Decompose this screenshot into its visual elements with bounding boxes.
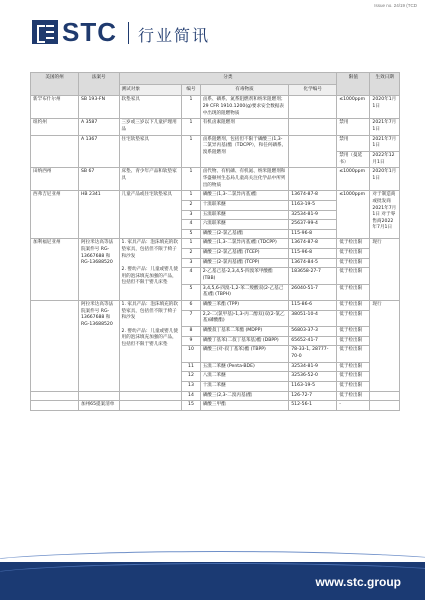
regulation-table (30, 72, 400, 411)
substance-cell: 磷酸三(2-氯丙基)酯 (TCPP) (200, 258, 289, 268)
number-cell: 5 (182, 284, 200, 300)
number-cell: 7 (182, 310, 200, 326)
number-cell: 14 (182, 391, 200, 401)
cas-cell: 13674-87-8 (289, 191, 337, 201)
state-cell: 西弗吉尼亚州 (31, 191, 79, 239)
table-row (31, 135, 400, 151)
state-cell: 新罕布什尔州 (31, 96, 79, 119)
substance-cell: 3,4,5,6-四溴-1,2-苯二羧酸双(2-乙基己基)酯 (TBPH) (200, 284, 289, 300)
substance-cell: 五溴二苯醚 (Penta-BDE) (200, 362, 289, 372)
header-divider (128, 22, 129, 44)
substance-cell: 2-乙基己基-2,3,4,5-四溴苯甲酸酯 (TBB) (200, 268, 289, 284)
cas-cell: 38051-10-4 (289, 310, 337, 326)
limit-cell: 禁用 (337, 119, 370, 135)
substance-cell: 卤系阻燃剂，包括但不限于磷酸三(1,3-二氯异丙基)酯（TDCPP），和任何磷系、溴系阻燃剂 (200, 135, 289, 168)
cas-cell: 13674-84-5 (289, 258, 337, 268)
number-cell: 4 (182, 268, 200, 284)
substance-cell: 磷酸三(2-氯乙基)酯 (TCEP) (200, 249, 289, 259)
test-object-cell: 1. 家具产品：泡沫填充的软垫家具，包括但不限于椅子和沙发 2. 婴幼产品：儿童或婴儿使用的泡沫填充加强的产品，包括但不限于婴儿床垫 (119, 239, 182, 301)
table-row (31, 401, 400, 411)
number-cell: 1 (182, 119, 200, 135)
cas-cell: 32534-81-9 (289, 210, 337, 220)
limit-cell: 低于检出限 (337, 249, 370, 259)
cas-cell: 32536-52-0 (289, 372, 337, 382)
bill-cell: 阿拉米达高等法院案件号 RG-13667688 和RG-13688520 (78, 301, 119, 392)
logo-text: STC (62, 17, 117, 47)
cas-cell: 32534-81-9 (289, 362, 337, 372)
limit-cell: 低于检出限 (337, 268, 370, 284)
number-cell: 1 (182, 191, 200, 201)
date-cell (370, 401, 400, 411)
cas-cell (289, 168, 337, 191)
substance-cell: 磷酸三(1,3-二氯异丙基)酯 (200, 191, 289, 201)
substance-cell: 十溴联苯醚 (200, 200, 289, 210)
cas-cell: 115-96-8 (289, 229, 337, 239)
date-cell: 对于制造商或批发商2021年7月1日 对于零售商2022年7月1日 (370, 191, 400, 239)
bill-cell: HB 2341 (78, 191, 119, 239)
cas-cell (289, 135, 337, 168)
number-cell: 3 (182, 210, 200, 220)
number-cell: 15 (182, 401, 200, 411)
header-limit: 限值 (337, 73, 370, 96)
number-cell: 2 (182, 200, 200, 210)
cas-cell: 25637-99-4 (289, 220, 337, 230)
cas-cell: 26040-51-7 (289, 284, 337, 300)
limit-cell: 低于检出限 (337, 372, 370, 382)
header-date: 生效日期 (370, 73, 400, 96)
substance-cell: 卤系、磷系、氮系阻燃剂和纳米阻燃剂；29 CFR 1910.1200(g)要求安全数据表中出现的阻燃物质 (200, 96, 289, 119)
limit-cell: 低于检出限 (337, 362, 370, 372)
cas-cell: 115-96-8 (289, 249, 337, 259)
test-object-cell: 儿童产品或住宅软垫家具 (119, 191, 182, 239)
substance-cell: 磷酸三苯酯 (TPP) (200, 301, 289, 311)
limit-cell: 低于检出限 (337, 258, 370, 268)
stc-logo-icon (32, 20, 58, 44)
number-cell: 8 (182, 327, 200, 337)
table-header-row (31, 73, 400, 85)
date-cell: 2021年7月1日 (370, 119, 400, 135)
substance-cell: 磷酸三(2-氯乙基)酯 (200, 229, 289, 239)
page-title: 行业简讯 (138, 26, 211, 45)
cas-cell: 65652-41-7 (289, 336, 337, 346)
substance-cell: 五溴联苯醚 (200, 210, 289, 220)
number-cell: 3 (182, 258, 200, 268)
issue-number: Issue no. 24/19 (TCD (374, 3, 417, 8)
test-object-cell: 软垫家具 (119, 96, 182, 119)
bill-cell: A 3587 (78, 119, 119, 135)
date-cell: 2021年7月1日 (370, 135, 400, 151)
limit-cell: - (337, 401, 370, 411)
cas-cell: 13674-87-8 (289, 239, 337, 249)
state-cell: 加利福尼亚州 (31, 239, 79, 301)
cas-cell: 78-33-1, 28777-70-0 (289, 346, 337, 362)
limit-cell: 禁用 (337, 135, 370, 151)
number-cell: 2 (182, 249, 200, 259)
number-cell: 4 (182, 220, 200, 230)
cas-cell (289, 119, 337, 135)
table-row (31, 391, 400, 401)
test-object-cell (119, 391, 182, 401)
header-test-object: 测试对象 (119, 84, 182, 96)
substance-cell: 卤代物、有机磷、有机氮、纳米阻燃剂和华盛顿州生态局儿童高关注化学品中所列出的物质 (200, 168, 289, 191)
date-cell: 2020年1月1日 (370, 168, 400, 191)
limit-cell: 低于检出限 (337, 336, 370, 346)
number-cell: 1 (182, 168, 200, 191)
header-substance: 有毒物质 (200, 84, 289, 96)
substance-cell: 磷酸三甲酯 (200, 401, 289, 411)
substance-cell: 十溴二苯醚 (200, 381, 289, 391)
date-cell: 现行 (370, 301, 400, 392)
date-cell: 2022年12月1日 (370, 151, 400, 167)
substance-cell: 磷酸三(对-叔丁基苯)酯 (TBPP) (200, 346, 289, 362)
test-object-cell: 床垫、青少年产品和软垫家具 (119, 168, 182, 191)
number-cell: 12 (182, 372, 200, 382)
cas-cell: 115-86-6 (289, 301, 337, 311)
test-object-cell: 三岁或三岁以下儿童护理用品 (119, 119, 182, 135)
bill-cell: SB 193-FN (78, 96, 119, 119)
state-cell (31, 391, 79, 401)
bill-cell: 加州65提案清单 (78, 401, 119, 411)
limit-cell: ≤1000ppm (337, 168, 370, 191)
test-object-cell: 1. 家具产品：泡沫填充的软垫家具，包括但不限于椅子和沙发 2. 婴幼产品：儿童或婴儿使用的泡沫填充加强的产品，包括但不限于婴儿床垫 (119, 301, 182, 392)
substance-cell: 磷酸叔丁基苯二苯酯 (MDPP) (200, 327, 289, 337)
date-cell (370, 391, 400, 401)
limit-cell: 低于检出限 (337, 391, 370, 401)
date-cell: 现行 (370, 239, 400, 301)
cas-cell: 183658-27-7 (289, 268, 337, 284)
substance-cell: 磷酸三(2,3-二溴丙基)酯 (200, 391, 289, 401)
state-cell: 纽约州 (31, 119, 79, 135)
number-cell: 1 (182, 96, 200, 119)
limit-cell: 低于检出限 (337, 327, 370, 337)
number-cell: 1 (182, 239, 200, 249)
test-object-cell: 住宅软垫家具 (119, 135, 182, 168)
table-row (31, 191, 400, 201)
table-row (31, 239, 400, 249)
state-cell (31, 135, 79, 168)
header-number: 编号 (182, 84, 200, 96)
state-cell (31, 401, 79, 411)
limit-cell: 低于检出限 (337, 239, 370, 249)
substance-cell: 2,2-二(氯甲基)-1,3-丙二醇双(双(2-氯乙基)磷酸酯) (200, 310, 289, 326)
limit-cell: 低于检出限 (337, 381, 370, 391)
limit-cell: 低于检出限 (337, 346, 370, 362)
substance-cell: 有机卤素阻燃剂 (200, 119, 289, 135)
bill-cell (78, 391, 119, 401)
state-cell: 田纳西州 (31, 168, 79, 191)
number-cell: 5 (182, 229, 200, 239)
number-cell: 1 (182, 135, 200, 168)
cas-cell: 126-72-7 (289, 391, 337, 401)
limit-cell: 低于检出限 (337, 301, 370, 311)
bill-cell: SB 67 (78, 168, 119, 191)
header-cas: 化学编号 (289, 84, 337, 96)
limit-cell: 低于检出限 (337, 284, 370, 300)
table-row (31, 301, 400, 311)
cas-cell: 1163-19-5 (289, 381, 337, 391)
number-cell: 6 (182, 301, 200, 311)
number-cell: 9 (182, 336, 200, 346)
header-bill: 法案号 (78, 73, 119, 96)
cas-cell: 56803-37-3 (289, 327, 337, 337)
cas-cell (289, 96, 337, 119)
bill-cell: 阿拉米达高等法院案件号 RG-13667688 和RG-13688520 (78, 239, 119, 301)
substance-cell: 六溴联苯醚 (200, 220, 289, 230)
footer-banner (0, 562, 425, 600)
limit-cell: ≤1000ppm (337, 96, 370, 119)
page-header (32, 17, 412, 50)
header-classification: 分类 (119, 73, 337, 85)
table-row (31, 119, 400, 135)
limit-cell: ≤1000ppm (337, 191, 370, 239)
footer-url[interactable]: www.stc.group (315, 575, 401, 589)
number-cell: 10 (182, 346, 200, 362)
number-cell: 11 (182, 362, 200, 372)
cas-cell: 1163-19-5 (289, 200, 337, 210)
table-row (31, 96, 400, 119)
limit-cell: 低于检出限 (337, 310, 370, 326)
cas-cell: 512-56-1 (289, 401, 337, 411)
test-object-cell (119, 401, 182, 411)
substance-cell: 磷酸三(1,3-二氯异丙基)酯 (TDCPP) (200, 239, 289, 249)
table-row (31, 168, 400, 191)
header-state: 美国的州 (31, 73, 79, 96)
limit-cell: 禁用（曼延书） (337, 151, 370, 167)
state-cell (31, 301, 79, 392)
date-cell: 2020年1月1日 (370, 96, 400, 119)
bill-cell: A 1367 (78, 135, 119, 168)
substance-cell: 八溴二苯醚 (200, 372, 289, 382)
substance-cell: 磷酸丁基苯(二叔丁基苯基)酯 (DBPP) (200, 336, 289, 346)
number-cell: 13 (182, 381, 200, 391)
